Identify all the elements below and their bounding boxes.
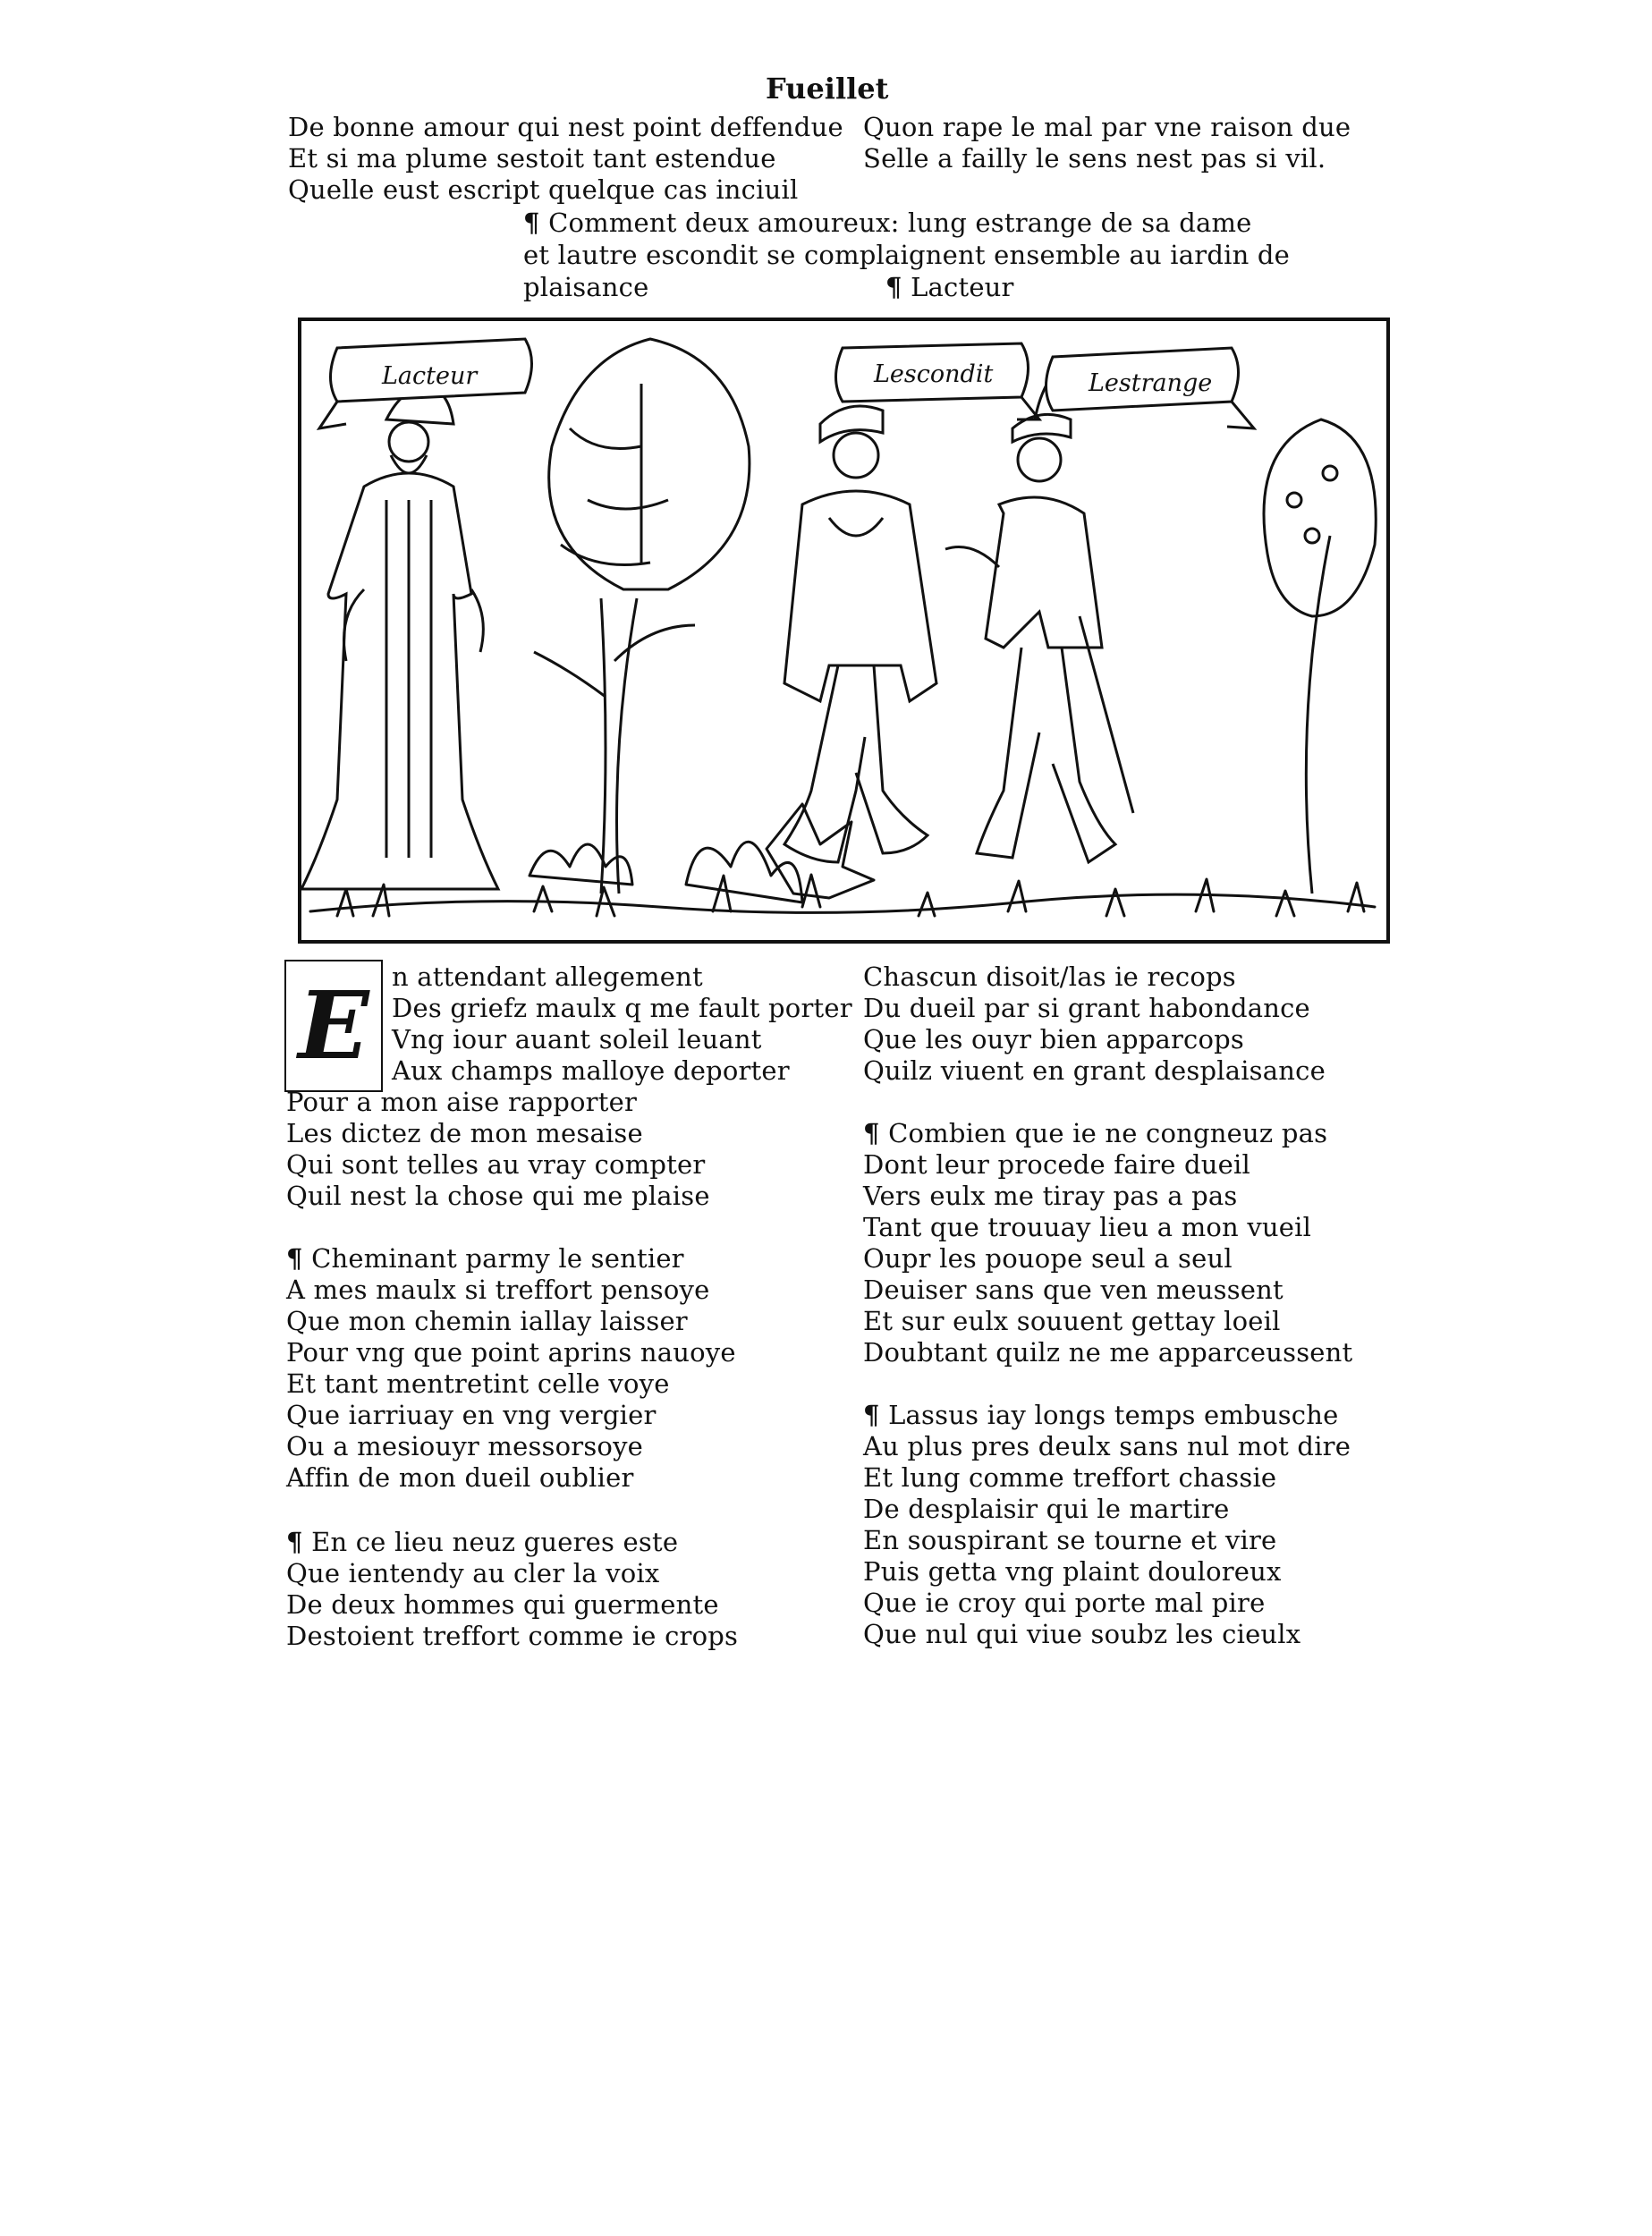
banner-lescondit: [836, 343, 1040, 419]
left-verse-line: Que iarriuay en vng vergier: [286, 1400, 657, 1430]
left-verse-line: [286, 1527, 678, 1557]
tree: [534, 339, 750, 894]
right-verse-line: Et lung comme treffort chassie: [863, 1462, 1277, 1493]
right-verse-line: Oupr les pouope seul a seul: [863, 1243, 1233, 1274]
right-verse-line: Du dueil par si grant habondance: [863, 993, 1310, 1023]
figure-lacteur: [301, 387, 498, 889]
left-verse-line: A mes maulx si treffort pensoye: [286, 1275, 710, 1305]
right-verse-line: Chascun disoit/las ie recops: [863, 961, 1236, 992]
rubric-speaker: [885, 272, 1014, 302]
banner-lacteur: [319, 339, 532, 428]
stanza-opening: Lassus iay longs temps embusche: [888, 1400, 1339, 1430]
right-verse-line: Quilz viuent en grant desplaisance: [863, 1055, 1326, 1086]
left-verse-line: Vng iour auant soleil leuant: [392, 1024, 762, 1054]
right-verse-line: [863, 1118, 1327, 1148]
rubric-last-line: plaisance: [523, 272, 649, 302]
right-verse-line: Vers eulx me tiray pas a pas: [863, 1181, 1238, 1211]
left-verse-line: Pour a mon aise rapporter: [286, 1087, 638, 1117]
banner-label-lacteur: Lacteur: [382, 362, 478, 390]
rubric-line: et lautre escondit se complaignent ensemble au iardin de: [523, 240, 1291, 270]
right-verse-line: De desplaisir qui le martire: [863, 1494, 1230, 1524]
top-verse-left-line: Quelle eust escript quelque cas inciuil: [288, 174, 799, 205]
left-verse-line: Et tant mentretint celle voye: [286, 1368, 670, 1399]
sword-icon: [1080, 616, 1133, 813]
right-verse-line: Au plus pres deulx sans nul mot dire: [863, 1431, 1351, 1461]
woodcut-drawing: [301, 321, 1386, 940]
rubric-text: Comment deux amoureux: lung estrange de sa dame: [548, 208, 1252, 238]
pilcrow-mark: ¶: [286, 1527, 303, 1557]
speaker-label: Lacteur: [911, 272, 1014, 302]
left-verse-line: Destoient treffort comme ie crops: [286, 1621, 739, 1651]
right-verse-line: En souspirant se tourne et vire: [863, 1525, 1277, 1555]
pilcrow-mark: ¶: [286, 1243, 303, 1274]
right-verse-line: Et sur eulx souuent gettay loeil: [863, 1306, 1281, 1336]
right-verse-line: [863, 1400, 1338, 1430]
ground-line: [310, 894, 1375, 912]
left-verse-line: [286, 1243, 684, 1274]
right-verse-line: Dont leur procede faire dueil: [863, 1149, 1250, 1180]
stanza-opening: Combien que ie ne congneuz pas: [888, 1118, 1328, 1148]
left-verse-line: Quil nest la chose qui me plaise: [286, 1181, 710, 1211]
banner-lestrange: [1046, 348, 1255, 428]
grass-tufts: [337, 875, 1364, 916]
right-verse-line: Que nul qui viue soubz les cieulx: [863, 1619, 1301, 1649]
bush-center: [686, 842, 802, 902]
right-verse-line: Que les ouyr bien apparcops: [863, 1024, 1244, 1054]
drop-initial: E: [284, 960, 383, 1092]
top-verse-right-line: Quon rape le mal par vne raison due: [863, 112, 1351, 142]
hat-icon: [820, 406, 883, 442]
right-verse-line: Tant que trouuay lieu a mon vueil: [863, 1212, 1312, 1242]
left-verse-line: Pour vng que point aprins nauoye: [286, 1337, 736, 1368]
pilcrow-mark: ¶: [523, 208, 540, 238]
left-verse-line: De deux hommes qui guermente: [286, 1589, 719, 1620]
woodcut-illustration: [298, 318, 1390, 944]
right-verse-line: Que ie croy qui porte mal pire: [863, 1588, 1266, 1618]
pilcrow-mark: ¶: [863, 1400, 880, 1430]
left-verse-line: Affin de mon dueil oublier: [286, 1462, 634, 1493]
right-verse-line: Deuiser sans que ven meussent: [863, 1275, 1283, 1305]
left-verse-line: Qui sont telles au vray compter: [286, 1149, 706, 1180]
right-verse-line: Doubtant quilz ne me apparceussent: [863, 1337, 1353, 1368]
left-verse-line: n attendant allegement: [392, 961, 703, 992]
right-tree: [1264, 419, 1376, 894]
figure-lestrange: [945, 357, 1133, 862]
left-verse-line: Que mon chemin iallay laisser: [286, 1306, 688, 1336]
top-verse-right-line: Selle a failly le sens nest pas si vil.: [863, 143, 1326, 174]
folio-heading: Fueillet: [766, 72, 889, 106]
stanza-opening: Cheminant parmy le sentier: [311, 1243, 684, 1274]
top-verse-left-line: De bonne amour qui nest point deffendue: [288, 112, 843, 142]
stanza-opening: En ce lieu neuz gueres este: [311, 1527, 679, 1557]
figure-lescondit: [784, 406, 936, 862]
top-verse-left-line: Et si ma plume sestoit tant estendue: [288, 143, 776, 174]
left-verse-line: Que ientendy au cler la voix: [286, 1558, 660, 1588]
pilcrow-mark: ¶: [885, 272, 902, 302]
left-verse-line: Aux champs malloye deporter: [392, 1055, 790, 1086]
left-verse-line: Des griefz maulx q me fault porter: [392, 993, 852, 1023]
left-verse-line: Ou a mesiouyr messorsoye: [286, 1431, 644, 1461]
pilcrow-mark: ¶: [863, 1118, 880, 1148]
left-verse-line: Les dictez de mon mesaise: [286, 1118, 643, 1148]
banner-label-lestrange: Lestrange: [1089, 369, 1213, 397]
rubric-line: [523, 208, 1252, 238]
right-verse-line: Puis getta vng plaint douloreux: [863, 1556, 1282, 1587]
bush-star: [767, 804, 874, 898]
banner-label-lescondit: Lescondit: [874, 360, 994, 388]
